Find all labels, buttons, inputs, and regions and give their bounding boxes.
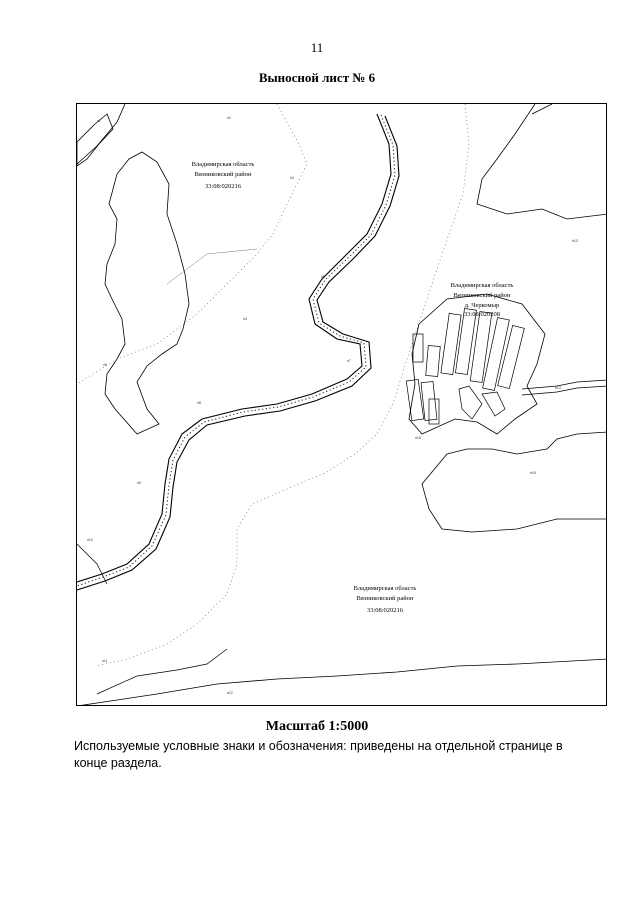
parcel-right-lower	[422, 432, 607, 532]
label-3-code: 33:08:020216	[366, 607, 404, 614]
boundary-bottom	[77, 659, 607, 706]
boundary-dotted-left	[77, 104, 307, 384]
road-east	[522, 380, 607, 389]
boundary-dotted-center	[97, 104, 469, 666]
scale-label: Масштаб 1:5000	[265, 719, 369, 734]
label-2-district: Вязниковский район	[453, 292, 511, 299]
svg-text:н9: н9	[137, 481, 141, 485]
label-2-region: Владимирская область	[450, 282, 514, 289]
forest-parcel-left	[105, 152, 189, 434]
page-number: 11	[310, 40, 324, 55]
svg-text:н6: н6	[321, 275, 325, 279]
label-1-region: Владимирская область	[191, 161, 255, 168]
svg-text:н13: н13	[572, 239, 578, 243]
svg-text:н16: н16	[415, 436, 421, 440]
parcel-right-upper	[477, 104, 607, 219]
label-1-code: 33:08:020216	[204, 183, 242, 190]
parcel-top-left-corner	[77, 114, 113, 166]
cadastral-label-1	[192, 161, 255, 190]
svg-text:н12: н12	[227, 691, 233, 695]
boundary-left-edge	[77, 544, 107, 584]
boundary-bottom-curve	[97, 649, 227, 694]
svg-text:н15: н15	[530, 471, 536, 475]
svg-text:н5: н5	[103, 363, 107, 367]
parcel-right-upper-corner	[532, 104, 552, 114]
label-3-district: Вязниковский район	[356, 595, 414, 602]
svg-text:н10: н10	[87, 538, 93, 542]
cadastral-map	[76, 103, 607, 706]
label-1-district: Вязниковский район	[194, 171, 252, 178]
svg-text:н3: н3	[290, 176, 294, 180]
svg-text:н1: н1	[97, 119, 101, 123]
parcel-top-left-wedge	[77, 104, 125, 164]
label-2-extra: д. Черкомыр	[464, 302, 500, 309]
cadastral-label-3	[354, 585, 417, 614]
survey-point-labels	[87, 116, 578, 695]
boundary-thin-left	[167, 249, 257, 284]
svg-text:н14: н14	[555, 386, 561, 390]
sheet-title: Выносной лист № 6	[258, 70, 376, 85]
svg-text:н11: н11	[102, 659, 108, 663]
road-east-2	[522, 386, 607, 395]
svg-text:н8: н8	[197, 401, 201, 405]
legend-note: Используемые условные знаки и обозначения: приведены на отдельной странице в конце раздела.	[74, 739, 563, 770]
svg-text:н7: н7	[347, 359, 351, 363]
label-3-region: Владимирская область	[353, 585, 417, 592]
svg-text:н4: н4	[243, 317, 247, 321]
svg-text:н2: н2	[227, 116, 231, 120]
village-plots	[406, 308, 524, 424]
cadastral-label-2	[451, 282, 514, 318]
label-2-code: 33:08:020208	[463, 311, 501, 318]
